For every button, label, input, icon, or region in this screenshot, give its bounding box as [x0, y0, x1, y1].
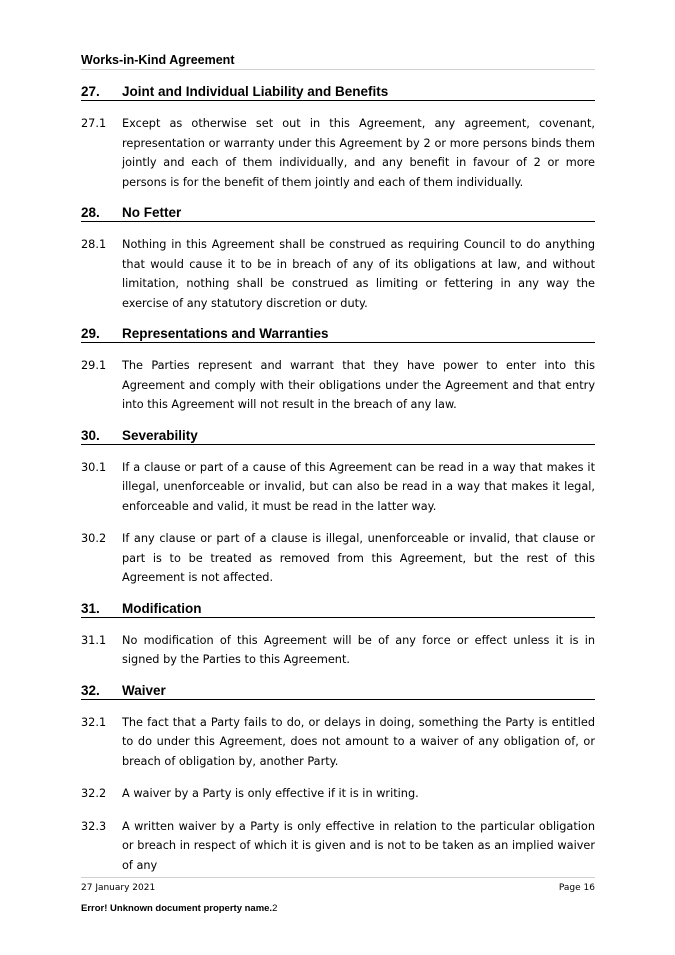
clause-number: 32.1 — [81, 715, 107, 729]
section-title: Severability — [122, 427, 198, 443]
footer-date: 27 January 2021 — [81, 883, 156, 893]
clause-number: 30.2 — [81, 532, 107, 545]
clause-number: 27.1 — [81, 117, 107, 130]
section-heading — [81, 326, 595, 343]
clause-text: No modification of this Agreement will be of any force or effect unless it is in signed by the Parties to this Agreement. — [122, 633, 595, 666]
section-title: Modification — [122, 600, 202, 616]
section-number: 28. — [81, 205, 100, 220]
clause — [81, 713, 595, 772]
section-title: Joint and Individual Liability and Benefits — [122, 84, 389, 99]
section-title: Waiver — [122, 682, 166, 698]
error-suffix: 2 — [272, 903, 278, 914]
section-heading — [81, 601, 595, 618]
clause-number: 29.1 — [81, 359, 107, 372]
clause — [81, 817, 595, 876]
clause-number: 32.2 — [81, 787, 107, 800]
error-text: Error! Unknown document property name. — [81, 903, 273, 914]
section-heading — [81, 428, 595, 445]
clause-number: 31.1 — [81, 633, 107, 647]
clause — [81, 235, 595, 313]
section-title: No Fetter — [122, 205, 182, 220]
clause-text: If a clause or part of a cause of this Agreement can be read in a way that makes it illegal, unenforceable or invalid, but can also be read in a way that makes it legal, enforceable and valid, it must be read in the latter way. — [122, 460, 595, 513]
section-title: Representations and Warranties — [122, 326, 329, 341]
clause-text: Except as otherwise set out in this Agreement, any agreement, covenant, representation or warranty under this Agreement by 2 or more persons binds them jointly and each of them individually, and any benefit in favour of 2 or more persons is for the benefit of them jointly and each of them individually. — [122, 117, 595, 189]
page-number: Page 16 — [558, 883, 595, 893]
section-number: 27. — [81, 84, 100, 99]
section-number: 30. — [81, 427, 100, 443]
clause — [81, 784, 595, 804]
clause-text: The fact that a Party fails to do, or delays in doing, something the Party is entitled to do under this Agreement, does not amount to a waiver of any obligation of, or breach of obligation by, another Party. — [122, 715, 595, 768]
section-heading — [81, 205, 595, 222]
clause-text: If any clause or part of a clause is illegal, unenforceable or invalid, that clause or part is to be treated as removed from this Agreement, but the rest of this Agreement is not affected. — [122, 532, 595, 584]
clause — [81, 631, 595, 670]
footer-property-error — [81, 903, 277, 914]
clause-text: A written waiver by a Party is only effective in relation to the particular obligation or breach in respect of which it is given and is not to be taken as an implied waiver of any — [122, 819, 595, 872]
clause — [81, 114, 595, 192]
page-footer — [81, 877, 595, 893]
section-number: 32. — [81, 682, 100, 698]
clause-number: 28.1 — [81, 238, 107, 251]
document-body — [81, 84, 595, 875]
clause — [81, 458, 595, 517]
clause-text: Nothing in this Agreement shall be construed as requiring Council to do anything that would cause it to be in breach of any of its obligations at law, and without limitation, nothing shall be construed as limiting or fettering in any way the exercise of any statutory discretion or duty. — [122, 238, 595, 310]
clause-text: The Parties represent and warrant that they have power to enter into this Agreement and comply with their obligations under the Agreement and that entry into this Agreement will not result in the breach of any law. — [122, 359, 595, 411]
clause-number: 32.3 — [81, 819, 107, 833]
section-number: 29. — [81, 326, 100, 341]
clause-text: A waiver by a Party is only effective if it is in writing. — [122, 787, 419, 800]
running-header: Works-in-Kind Agreement — [81, 53, 595, 70]
clause — [81, 356, 595, 415]
section-heading — [81, 683, 595, 700]
clause-number: 30.1 — [81, 460, 107, 474]
section-heading — [81, 84, 595, 101]
clause — [81, 529, 595, 588]
section-number: 31. — [81, 600, 100, 616]
